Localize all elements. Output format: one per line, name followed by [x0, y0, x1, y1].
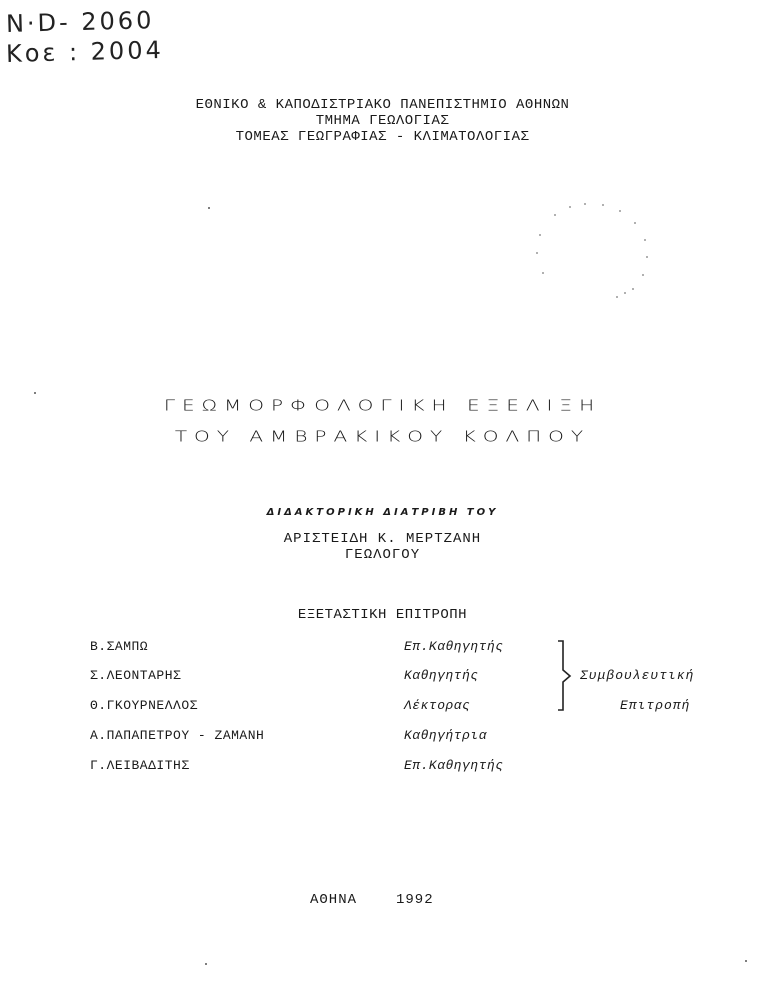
author-profession: ΓΕΩΛΟΓΟΥ: [344, 547, 421, 563]
committee-member-name: Γ.ΛΕΙΒΑΔΙΤΗΣ: [90, 758, 190, 773]
advisory-brace: [555, 640, 577, 712]
faint-stamp-mark: [525, 195, 665, 305]
committee-member-name: Α.ΠΑΠΑΠΕΤΡΟΥ - ΖΑΜΑΝΗ: [90, 728, 265, 743]
footer-place: ΑΘΗΝΑ: [310, 892, 358, 908]
advisory-committee-line-1: Συμβουλευτική: [580, 668, 695, 683]
committee-member-role: Καθηγήτρια: [404, 728, 488, 743]
committee-member-name: Σ.ΛΕΟΝΤΑΡΗΣ: [90, 668, 182, 683]
thesis-type-label: ΔΙΔΑΚΤΟΡΙΚΗ ΔΙΑΤΡΙΒΗ ΤΟΥ: [266, 507, 499, 518]
scan-speck: [205, 963, 207, 965]
thesis-title-line-2: ΤΟΥ ΑΜΒΡΑΚΙΚΟΥ ΚΟΛΠΟΥ: [174, 427, 591, 445]
thesis-title-line-1: ΓΕΩΜΟΡΦΟΛΟΓΙΚΗ ΕΞΕΛΙΞΗ: [163, 396, 602, 414]
sector-name: ΤΟΜΕΑΣ ΓΕΩΓΡΑΦΙΑΣ - ΚΛΙΜΑΤΟΛΟΓΙΑΣ: [235, 129, 530, 145]
scan-speck: [208, 207, 210, 209]
department-name: ΤΜΗΜΑ ΓΕΩΛΟΓΙΑΣ: [315, 113, 450, 129]
committee-member-role: Επ.Καθηγητής: [404, 639, 504, 654]
author-name: ΑΡΙΣΤΕΙΔΗ Κ. ΜΕΡΤΖΑΝΗ: [283, 531, 482, 547]
committee-member-role: Λέκτορας: [404, 698, 471, 713]
footer-year: 1992: [396, 892, 434, 908]
committee-member-name: Θ.ΓΚΟΥΡΝΕΛΛΟΣ: [90, 698, 198, 713]
committee-member-role: Καθηγητής: [404, 668, 479, 683]
committee-member-name: Β.ΣΑΜΠΩ: [90, 639, 149, 654]
handwritten-note-line-2: Κοε : 2004: [5, 35, 165, 68]
committee-heading: ΕΞΕΤΑΣΤΙΚΗ ΕΠΙΤΡΟΠΗ: [297, 607, 468, 623]
university-name: ΕΘΝΙΚΟ & ΚΑΠΟΔΙΣΤΡΙΑΚΟ ΠΑΝΕΠΙΣΤΗΜΙΟ ΑΘΗΝΩΝ: [195, 97, 570, 113]
scan-speck: [745, 960, 747, 962]
handwritten-note-line-1: N·D- 2060: [5, 6, 155, 38]
committee-member-role: Επ.Καθηγητής: [404, 758, 504, 773]
advisory-committee-line-2: Επιτροπή: [620, 698, 691, 713]
scan-speck: [34, 392, 36, 394]
